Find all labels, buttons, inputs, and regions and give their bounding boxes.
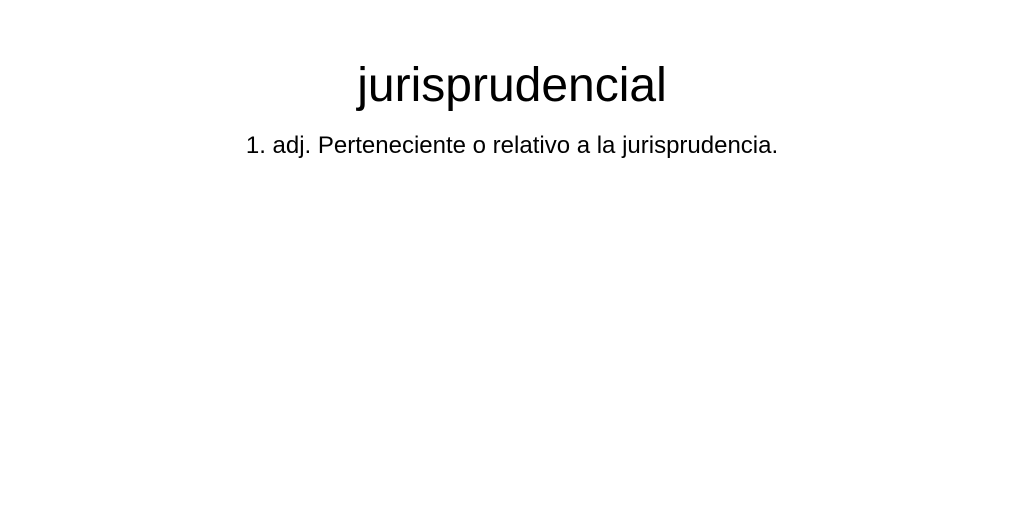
definition-1: 1. adj. Perteneciente o relativo a la jurisprudencia. [245, 132, 779, 159]
headword: jurisprudencial [357, 59, 667, 112]
